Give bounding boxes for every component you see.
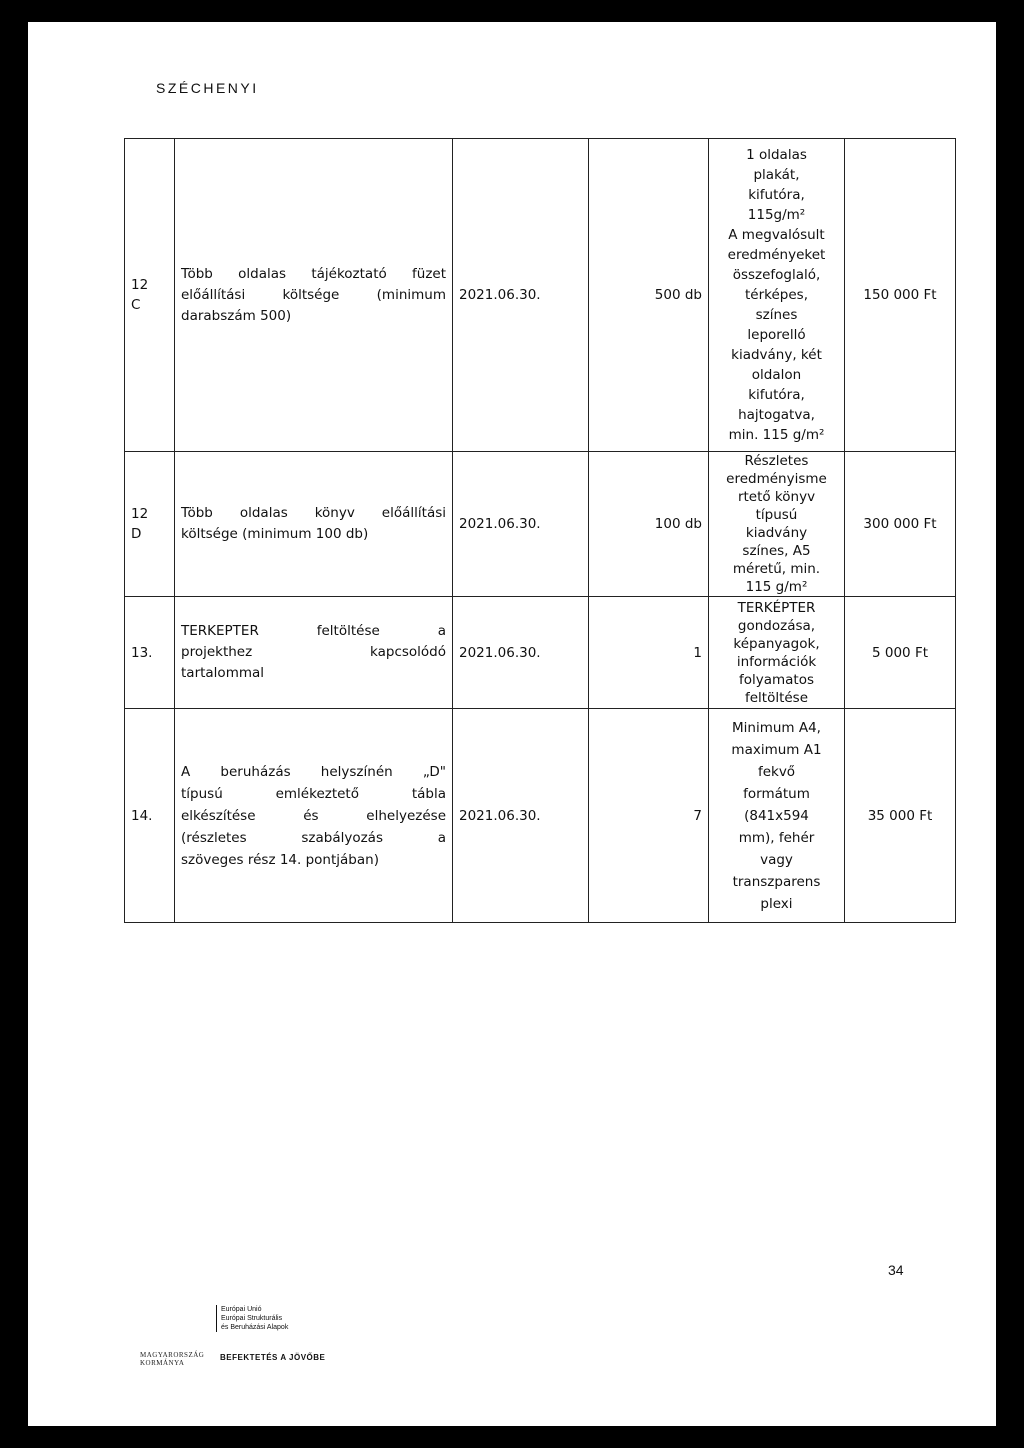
item-number-line: 12 (131, 506, 149, 522)
quantity: 100 db (589, 452, 709, 597)
description-line: típusú emlékeztető tábla (181, 785, 446, 802)
footer-logos (140, 1305, 440, 1385)
table-row (125, 139, 956, 452)
specification (709, 452, 845, 597)
slogan: BEFEKTETÉS A JÖVŐBE (220, 1353, 326, 1362)
quantity: 1 (589, 597, 709, 709)
spec-line: kiadvány (745, 525, 808, 541)
spec-line: hajtogatva, (738, 407, 815, 423)
spec-line: folyamatos (738, 671, 815, 688)
item-number (125, 452, 175, 597)
eu-logo-line: Európai Strukturális (221, 1315, 283, 1322)
deadline-date: 2021.06.30. (453, 709, 589, 923)
quantity: 7 (589, 709, 709, 923)
description-line: szöveges rész 14. pontjában) (181, 851, 379, 868)
eu-funds-logo (216, 1305, 288, 1332)
item-number (125, 139, 175, 452)
cost-table (124, 138, 956, 923)
spec-line: képanyagok, (733, 635, 820, 652)
spec-line: maximum A1 (731, 741, 822, 758)
spec-line: A megvalósult (728, 227, 825, 243)
spec-line: kifutóra, (748, 387, 805, 403)
item-description (175, 139, 453, 452)
item-description (175, 597, 453, 709)
description-line: Több oldalas könyv előállítási (181, 505, 446, 521)
spec-line: színes, A5 (742, 543, 811, 559)
spec-line: Részletes (744, 453, 809, 469)
spec-line: plexi (760, 895, 793, 912)
eu-logo-line: Európai Unió (221, 1306, 262, 1313)
item-number-line: C (131, 297, 141, 313)
item-number-line: 14. (131, 807, 153, 824)
page-number: 34 (888, 1262, 904, 1278)
deadline-date: 2021.06.30. (453, 597, 589, 709)
unit-price: 300 000 Ft (845, 452, 956, 597)
description-line: (részletes szabályozás a (181, 829, 446, 846)
item-number-line: 13. (131, 644, 153, 661)
spec-line: 115 g/m² (745, 579, 808, 595)
spec-line: színes (755, 307, 798, 323)
specification (709, 597, 845, 709)
spec-line: méretű, min. (732, 561, 821, 577)
item-description (175, 452, 453, 597)
unit-price: 5 000 Ft (845, 597, 956, 709)
description-line: tartalommal (181, 665, 265, 681)
eu-logo-line: és Beruházási Alapok (221, 1324, 289, 1331)
spec-line: formátum (743, 785, 810, 802)
unit-price: 150 000 Ft (845, 139, 956, 452)
item-description (175, 709, 453, 923)
unit-price: 35 000 Ft (845, 709, 956, 923)
spec-line: eredményeket (727, 247, 826, 263)
description-line: TERKEPTER feltöltése a (181, 623, 446, 639)
spec-line: mm), fehér (738, 829, 815, 846)
item-number-line: 12 (131, 277, 149, 293)
spec-line: rtető könyv (737, 489, 816, 505)
table-row (125, 452, 956, 597)
spec-line: vagy (760, 851, 793, 868)
specification (709, 709, 845, 923)
description-line: elkészítése és elhelyezése (181, 807, 446, 824)
specification (709, 139, 845, 452)
spec-line: oldalon (751, 367, 802, 383)
spec-line: fekvő (757, 763, 796, 780)
spec-line: 1 oldalas (746, 147, 807, 163)
spec-line: (841x594 (744, 807, 809, 824)
item-number-line: D (131, 526, 142, 542)
government-logo (140, 1351, 204, 1367)
description-line: Több oldalas tájékoztató füzet (181, 265, 446, 282)
government-logo-line: KORMÁNYA (140, 1359, 185, 1367)
description-line: A beruházás helyszínén „D" (181, 763, 446, 780)
deadline-date: 2021.06.30. (453, 452, 589, 597)
spec-line: típusú (755, 507, 798, 523)
spec-line: 115g/m² (747, 207, 806, 223)
spec-line: kiadvány, két (731, 347, 822, 363)
spec-line: min. 115 g/m² (728, 427, 825, 443)
table-row (125, 597, 956, 709)
spec-line: kifutóra, (748, 187, 805, 203)
description-line: költsége (minimum 100 db) (181, 526, 369, 542)
deadline-date: 2021.06.30. (453, 139, 589, 452)
table-row (125, 709, 956, 923)
description-line: projekthez kapcsolódó (181, 644, 446, 660)
spec-line: feltöltése (744, 689, 809, 706)
spec-line: transzparens (732, 873, 821, 890)
description-line: darabszám 500) (181, 307, 292, 324)
spec-line: plakát, (753, 167, 800, 183)
spec-line: leporelló (747, 327, 806, 343)
item-number (125, 597, 175, 709)
item-number (125, 709, 175, 923)
spec-line: TERKÉPTER (737, 599, 816, 616)
spec-line: térképes, (745, 287, 808, 303)
spec-line: összefoglaló, (732, 267, 821, 283)
spec-line: eredményisme (726, 471, 827, 487)
brand-header: SZÉCHENYI (156, 80, 259, 96)
spec-line: Minimum A4, (732, 719, 821, 736)
quantity: 500 db (589, 139, 709, 452)
government-logo-line: MAGYARORSZÁG (140, 1351, 205, 1359)
description-line: előállítási költsége (minimum (181, 286, 446, 303)
spec-line: gondozása, (737, 617, 816, 634)
spec-line: információk (736, 653, 817, 670)
